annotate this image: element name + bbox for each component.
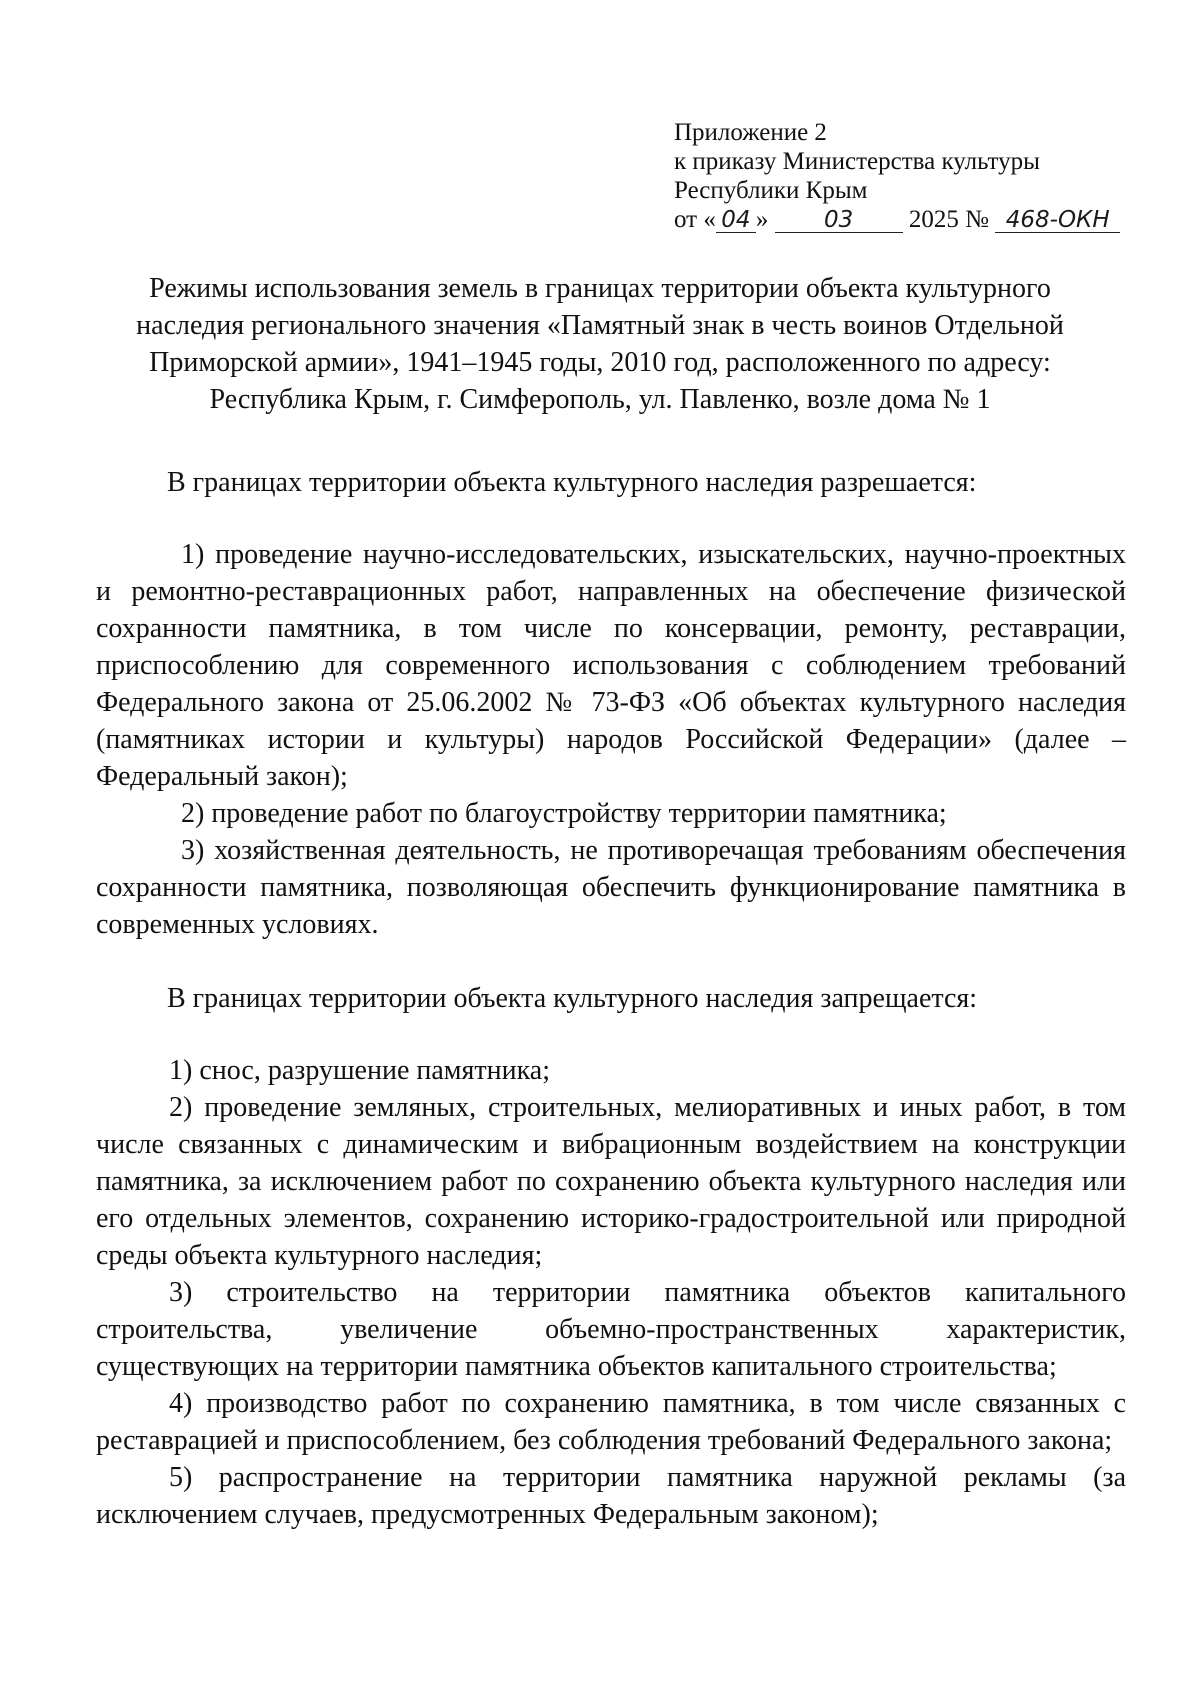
title-line-2: наследия регионального значения «Памятный знак в честь воинов Отдельной [136,310,1064,341]
date-prefix: от « [674,206,716,233]
appendix-block [674,118,1154,234]
allowed-item: 2) проведение работ по благоустройству территории памятника; [181,798,947,829]
forbidden-item: 1) снос, разрушение памятника; [169,1055,550,1086]
appendix-label: Приложение 2 [674,119,827,146]
title-line-4: Республика Крым, г. Симферополь, ул. Павленко, возле дома № 1 [209,384,991,415]
date-close: » [755,206,769,233]
allowed-list [96,536,1126,943]
forbidden-item: 3) строительство на территории памятника объектов капитального строительства, увеличение объемно-пространственных характеристик, существующих на территории памятника объектов капитального строительства; [96,1277,1126,1382]
forbidden-item: 2) проведение земляных, строительных, мелиоративных и иных работ, в том числе связанных с динамическим и вибрационным воздействием на конструкции памятника, за исключением работ по сохранению объекта культурного наследия или его отдельных элементов, сохранению историко-градостроительной или природной среды объекта культурного наследия; [96,1092,1126,1271]
allowed-heading: В границах территории объекта культурного наследия разрешается: [167,467,977,498]
date-month: 03 [775,208,903,233]
forbidden-list [96,1052,1126,1533]
title-line-1: Режимы использования земель в границах территории объекта культурного [149,273,1051,304]
forbidden-item: 5) распространение на территории памятника наружной рекламы (за исключением случаев, предусмотренных Федеральным законом); [96,1462,1126,1530]
document-title [100,270,1100,418]
forbidden-heading: В границах территории объекта культурного наследия запрещается: [167,983,978,1014]
appendix-region: Республики Крым [674,177,868,204]
date-day: 04 [716,208,756,233]
appendix-date-line [674,205,1154,234]
title-line-3: Приморской армии», 1941–1945 годы, 2010 год, расположенного по адресу: [149,347,1051,378]
allowed-item: 3) хозяйственная деятельность, не противоречащая требованиям обеспечения сохранности памятника, позволяющая обеспечить функционирование памятника в современных условиях. [96,835,1126,940]
allowed-item: 1) проведение научно-исследовательских, изыскательских, научно-проектных и ремонтно-реставрационных работ, направленных на обеспечение физической сохранности памятника, в том числе по консервации, ремонту, реставрации, приспособлению для современного использования с соблюдением требований Федерального закона от 25.06.2002 № 73-ФЗ «Об объектах культурного наследия (памятниках истории и культуры) народов Российской Федерации» (далее – Федеральный закон); [96,539,1126,792]
forbidden-item: 4) производство работ по сохранению памятника, в том числе связанных с реставрацией и приспособлением, без соблюдения требований Федерального закона; [96,1388,1126,1456]
date-year: 2025 № [908,206,989,233]
appendix-order-ref: к приказу Министерства культуры [674,148,1040,175]
order-number: 468-ОКН [995,208,1120,233]
